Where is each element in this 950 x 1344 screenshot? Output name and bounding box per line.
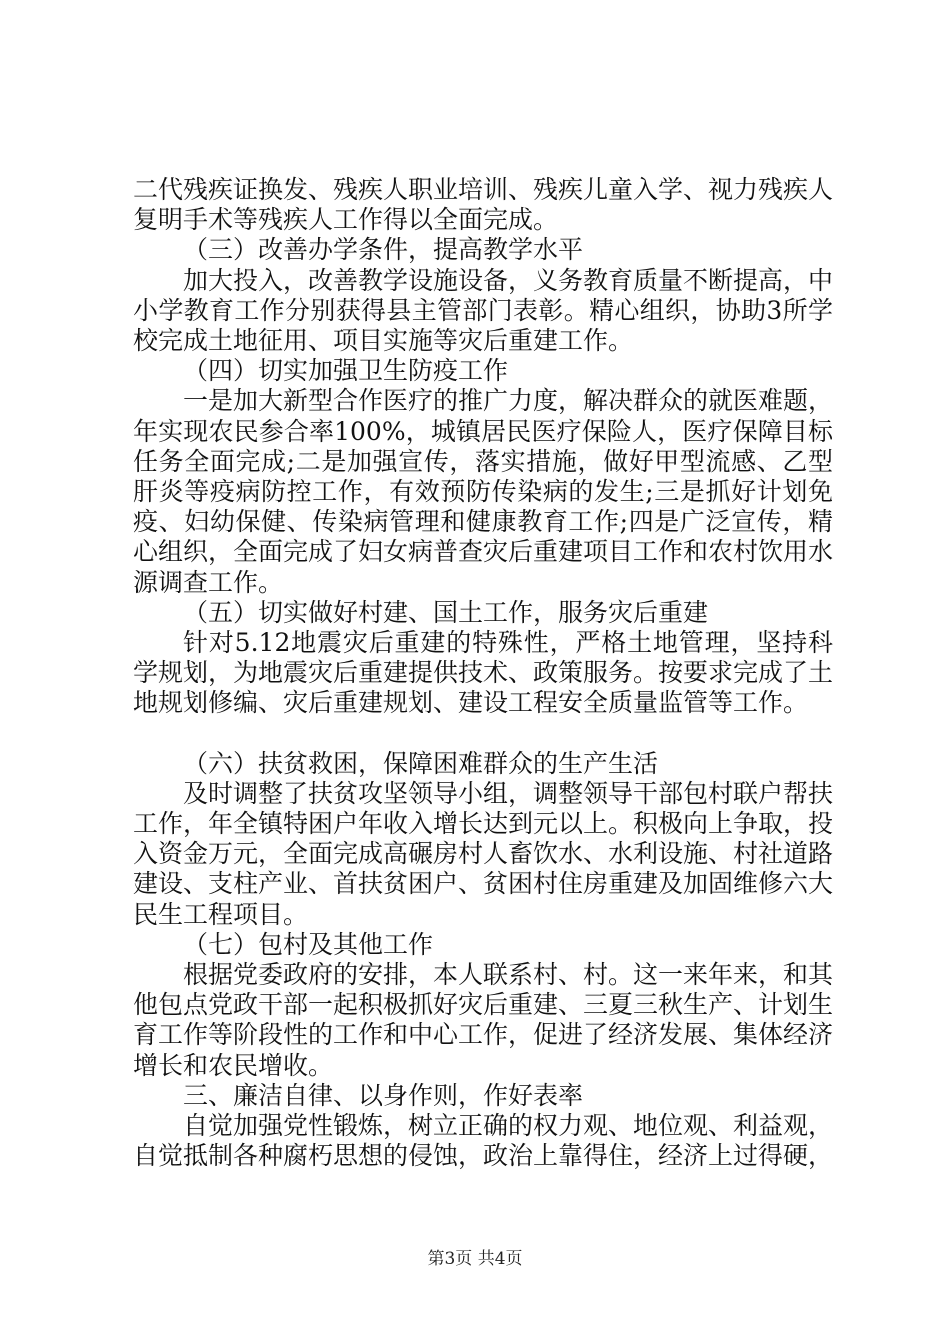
paragraph-continuation: 二代残疾证换发、残疾人职业培训、残疾儿童入学、视力残疾人复明手术等残疾人工作得以全面完成。 <box>133 175 834 235</box>
paragraph-education: 加大投入，改善教学设施设备，义务教育质量不断提高，中小学教育工作分别获得县主管部门表彰。精心组织，协助3所学校完成土地征用、项目实施等灾后重建工作。 <box>133 265 834 356</box>
paragraph-village: 根据党委政府的安排，本人联系村、村。这一来年来，和其他包点党政干部一起积极抓好灾后重建、三夏三秋生产、计划生育工作等阶段性的工作和中心工作，促进了经济发展、集体经济增长和农民增收。 <box>133 960 834 1080</box>
page-footer: 第3页 共4页 <box>427 1249 523 1269</box>
section-heading-3: （三）改善办学条件，提高教学水平 <box>183 235 584 265</box>
section-heading-4: （四）切实加强卫生防疫工作 <box>183 356 509 386</box>
section-heading-5: （五）切实做好村建、国土工作，服务灾后重建 <box>183 597 709 627</box>
section-heading-7: （七）包村及其他工作 <box>183 929 434 959</box>
section-heading-6: （六）扶贫救困，保障困难群众的生产生活 <box>183 748 659 778</box>
section-heading-three: 三、廉洁自律、以身作则，作好表率 <box>183 1080 584 1110</box>
paragraph-integrity: 自觉加强党性锻炼，树立正确的权力观、地位观、利益观，自觉抵制各种腐朽思想的侵蚀，政治上靠得住，经济上过得硬， <box>133 1111 834 1171</box>
document-body <box>133 175 833 1172</box>
paragraph-land: 针对5.12地震灾后重建的特殊性，严格土地管理，坚持科学规划，为地震灾后重建提供技术、政策服务。按要求完成了土地规划修编、灾后重建规划、建设工程安全质量监管等工作。 <box>133 628 834 718</box>
paragraph-poverty: 及时调整了扶贫攻坚领导小组，调整领导干部包村联户帮扶工作，年全镇特困户年收入增长达到元以上。积极向上争取，投入资金万元，全面完成高碾房村人畜饮水、水利设施、村社道路建设、支柱产业、首扶贫困户、贫困村住房重建及加固维修六大民生工程项目。 <box>133 778 834 929</box>
paragraph-health: 一是加大新型合作医疗的推广力度，解决群众的就医难题，年实现农民参合率100%，城镇居民医疗保险人，医疗保障目标任务全面完成;二是加强宣传，落实措施，做好甲型流感、乙型肝炎等疫病防控工作，有效预防传染病的发生;三是抓好计划免疫、妇幼保健、传染病管理和健康教育工作;四是广泛宣传，精心组织，全面完成了妇女病普查灾后重建项目工作和农村饮用水源调查工作。 <box>133 386 834 597</box>
